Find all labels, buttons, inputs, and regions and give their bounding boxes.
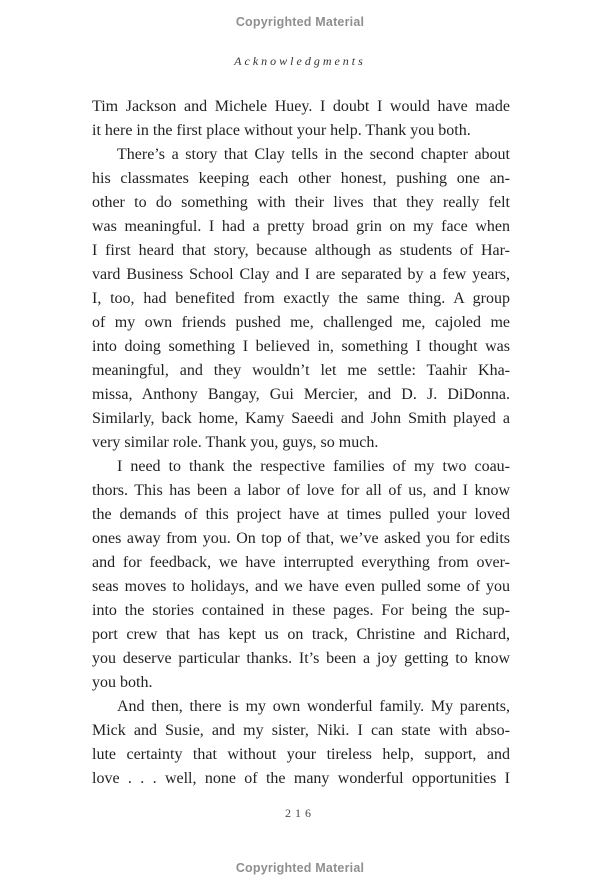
text-line: you both. bbox=[92, 674, 153, 691]
text-line: Mick and Susie, and my sister, Niki. I can state with abso- bbox=[92, 722, 510, 739]
text-line: meaningful, and they wouldn’t let me settle: Taahir Kha- bbox=[92, 362, 510, 379]
text-line: seas moves to holidays, and we have even pulled some of you bbox=[92, 578, 510, 595]
text-line: and for feedback, we have interrupted everything from over- bbox=[92, 554, 510, 571]
text-line: There’s a story that Clay tells in the second chapter about bbox=[117, 146, 510, 163]
text-line: his classmates keeping each other honest, pushing one an- bbox=[92, 170, 510, 187]
copyright-notice-bottom: Copyrighted Material bbox=[235, 861, 365, 875]
text-line: it here in the first place without your help. Thank you both. bbox=[92, 122, 471, 139]
text-line: vard Business School Clay and I are separated by a few years, bbox=[92, 266, 510, 283]
text-line: was meaningful. I had a pretty broad grin on my face when bbox=[92, 218, 510, 235]
text-line: missa, Anthony Bangay, Gui Mercier, and D. J. DiDonna. bbox=[92, 386, 510, 403]
text-line: into doing something I believed in, something I thought was bbox=[92, 338, 510, 355]
text-line: I need to thank the respective families of my two coau- bbox=[117, 458, 510, 475]
text-line: And then, there is my own wonderful family. My parents, bbox=[117, 698, 510, 715]
text-line: of my own friends pushed me, challenged me, cajoled me bbox=[92, 314, 510, 331]
text-line: I first heard that story, because although as students of Har- bbox=[92, 242, 510, 259]
text-line: into the stories contained in these pages. For being the sup- bbox=[92, 602, 510, 619]
text-line: port crew that has kept us on track, Christine and Richard, bbox=[92, 626, 510, 643]
text-line: Tim Jackson and Michele Huey. I doubt I would have made bbox=[92, 98, 510, 115]
page-number: 216 bbox=[285, 806, 315, 820]
text-line: other to do something with their lives that they really felt bbox=[92, 194, 510, 211]
text-line: love . . . well, none of the many wonderful opportunities I bbox=[92, 770, 510, 787]
text-line: very similar role. Thank you, guys, so much. bbox=[92, 434, 379, 451]
text-line: Similarly, back home, Kamy Saeedi and John Smith played a bbox=[92, 410, 510, 427]
text-line: you deserve particular thanks. It’s been a joy getting to know bbox=[92, 650, 510, 667]
text-line: thors. This has been a labor of love for all of us, and I know bbox=[92, 482, 510, 499]
copyright-notice-top: Copyrighted Material bbox=[235, 15, 365, 29]
text-line: I, too, had benefited from exactly the same thing. A group bbox=[92, 290, 510, 307]
section-title: Acknowledgments bbox=[234, 54, 366, 68]
text-line: the demands of this project have at times pulled your loved bbox=[92, 506, 510, 523]
text-line: ones away from you. On top of that, we’ve asked you for edits bbox=[92, 530, 510, 547]
text-line: lute certainty that without your tireless help, support, and bbox=[92, 746, 510, 763]
page-body-text bbox=[92, 95, 510, 791]
